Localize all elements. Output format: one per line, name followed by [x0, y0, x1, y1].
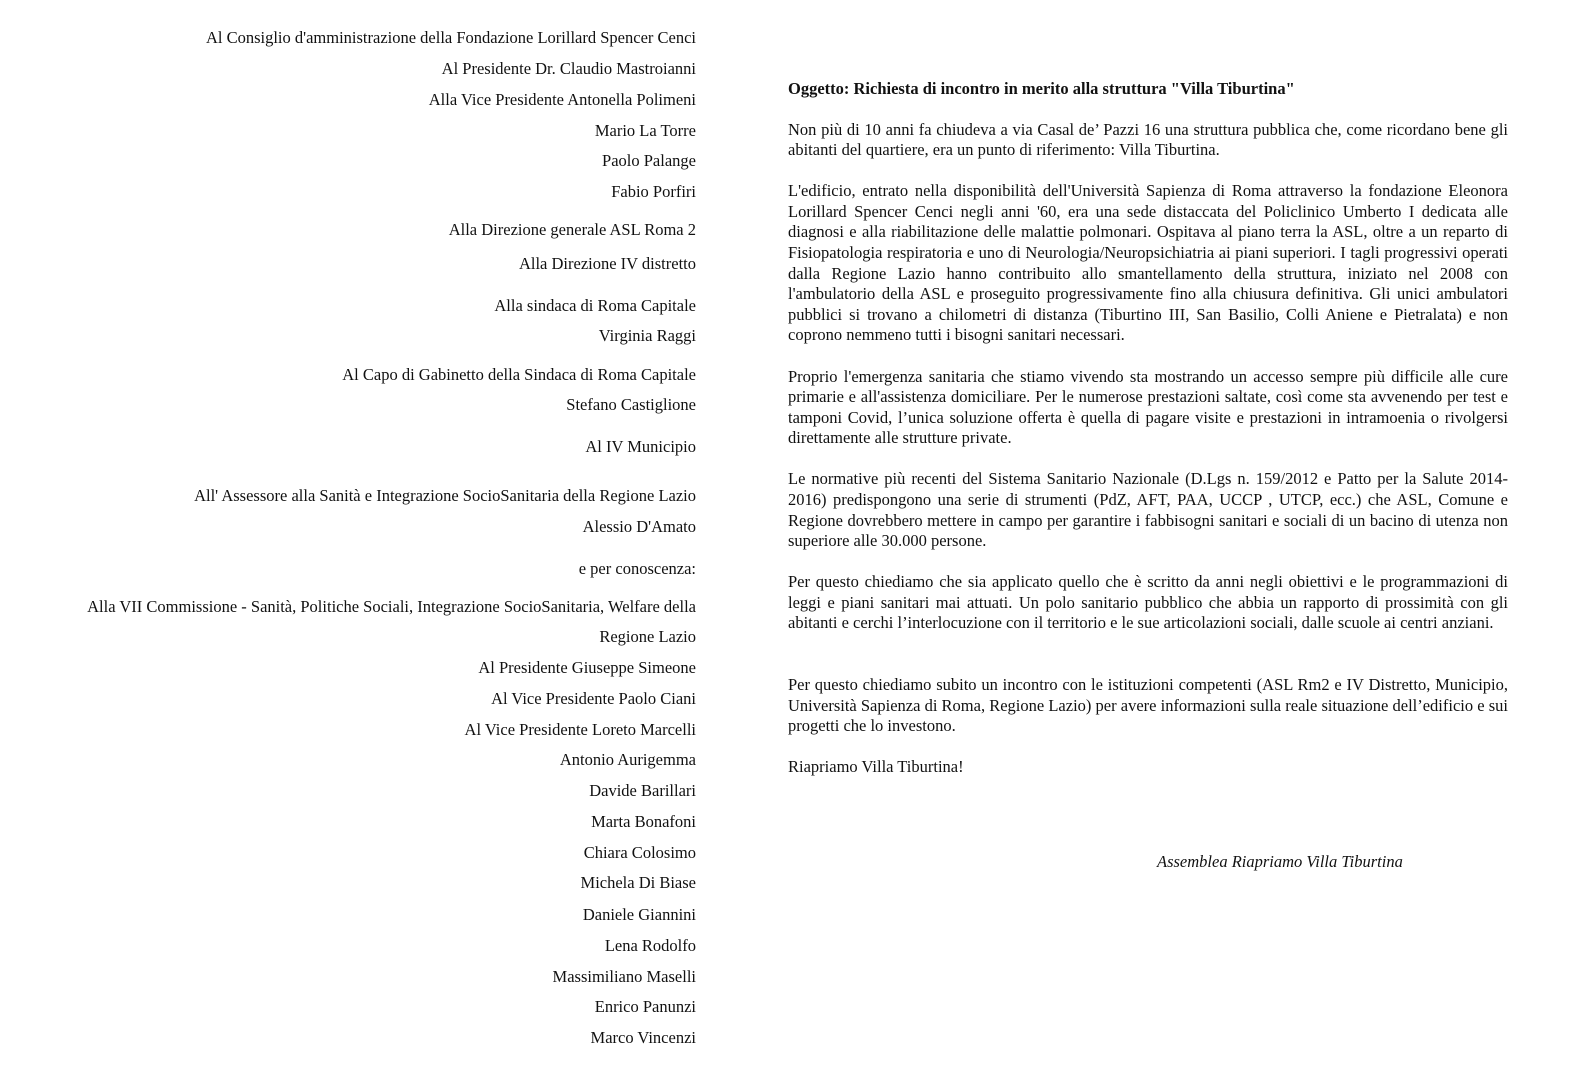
recipient-line: Al Presidente Giuseppe Simeone: [478, 658, 696, 677]
recipient-line: Enrico Panunzi: [594, 997, 696, 1016]
recipient-line: Alla Vice Presidente Antonella Polimeni: [428, 90, 696, 109]
letter-paragraph: Le normative più recenti del Sistema Sanitario Nazionale (D.Lgs n. 159/2012 e Patto per la Salute 2014-2016) predispongono una serie di strumenti (PdZ, AFT, PAA, UCCP , UTCP, ecc.) che ASL, Comune e Regione dovrebbero mettere in campo per garantire i fabbisogni sanitari e sociali di un bacino di utenza non superiore alle 30.000 persone.: [788, 469, 1508, 551]
cc-heading: e per conoscenza:: [578, 559, 696, 578]
recipient-line: Regione Lazio: [599, 627, 696, 646]
recipient-line: Marco Vincenzi: [590, 1028, 696, 1047]
recipient-line: Alla sindaca di Roma Capitale: [494, 296, 696, 315]
recipient-line: Alla Direzione generale ASL Roma 2: [448, 220, 696, 239]
recipient-line: Al Presidente Dr. Claudio Mastroianni: [441, 59, 696, 78]
recipient-line: Alessio D'Amato: [582, 517, 696, 536]
recipient-line: Mario La Torre: [594, 121, 696, 140]
recipient-line: Al Vice Presidente Loreto Marcelli: [464, 720, 696, 739]
recipient-line: Al Vice Presidente Paolo Ciani: [491, 689, 696, 708]
letter-paragraph: Per questo chiediamo che sia applicato quello che è scritto da anni negli obiettivi e le programmazioni di leggi e piani sanitari mai attuati. Un polo sanitario pubblico che abbia un rapporto di prossimità con gli abitanti e cerchi l’interlocuzione con il territorio e le sue articolazioni sociali, dalle scuole ai centri anziani.: [788, 572, 1508, 633]
recipient-line: Stefano Castiglione: [566, 395, 696, 414]
letter-signature: Assemblea Riapriamo Villa Tiburtina: [1157, 852, 1403, 871]
letter-paragraph: Non più di 10 anni fa chiudeva a via Casal de’ Pazzi 16 una struttura pubblica che, come ricordano bene gli abitanti del quartiere, era un punto di riferimento: Villa Tiburtina.: [788, 119, 1508, 160]
recipient-line: Al Capo di Gabinetto della Sindaca di Roma Capitale: [342, 365, 696, 384]
recipient-line: Alla VII Commissione - Sanità, Politiche Sociali, Integrazione SocioSanitaria, Welfare della: [87, 597, 696, 616]
recipient-line: Al IV Municipio: [585, 437, 696, 456]
recipient-line: Daniele Giannini: [582, 905, 696, 924]
recipient-line: Michela Di Biase: [580, 873, 696, 892]
recipient-line: Paolo Palange: [602, 151, 696, 170]
recipient-line: Lena Rodolfo: [604, 936, 696, 955]
recipient-line: Alla Direzione IV distretto: [518, 254, 696, 273]
letter-paragraph: Per questo chiediamo subito un incontro con le istituzioni competenti (ASL Rm2 e IV Distretto, Municipio, Università Sapienza di Roma, Regione Lazio) per avere informazioni sulla reale situazione dell’edificio e sui progetti che lo investono.: [788, 675, 1508, 736]
recipient-line: Davide Barillari: [589, 781, 696, 800]
letter-subject: Oggetto: Richiesta di incontro in merito alla struttura "Villa Tiburtina": [788, 79, 1295, 98]
recipient-line: Massimiliano Maselli: [552, 967, 696, 986]
recipient-line: All' Assessore alla Sanità e Integrazione SocioSanitaria della Regione Lazio: [194, 486, 696, 505]
recipient-line: Marta Bonafoni: [591, 812, 696, 831]
letter-paragraph: Proprio l'emergenza sanitaria che stiamo vivendo sta mostrando un accesso sempre più difficile alle cure primarie e all'assistenza domiciliare. Per le numerose prestazioni saltate, così come sta avvenendo per test e tamponi Covid, l’unica soluzione offerta è quella di pagare visite e prestazioni in intramoenia o rivolgersi direttamente alle strutture private.: [788, 366, 1508, 448]
recipient-line: Antonio Aurigemma: [559, 750, 696, 769]
recipient-line: Virginia Raggi: [598, 326, 696, 345]
recipient-line: Al Consiglio d'amministrazione della Fondazione Lorillard Spencer Cenci: [205, 28, 696, 47]
letter-body: [788, 79, 1508, 778]
letter-closing: Riapriamo Villa Tiburtina!: [788, 757, 964, 777]
recipient-line: Fabio Porfiri: [611, 182, 696, 201]
letter-paragraph: L'edificio, entrato nella disponibilità dell'Università Sapienza di Roma attraverso la fondazione Eleonora Lorillard Spencer Cenci negli anni '60, era una sede distaccata del Policlinico Umberto I dedicata alle diagnosi e alla riabilitazione delle malattie polmonari. Ospitava al piano terra la ASL, oltre a un reparto di Fisiopatologia respiratoria e uno di Neurologia/Neuropsichiatria ai piani superiori. I tagli progressivi operati dalla Regione Lazio hanno contribuito allo smantellamento della struttura, iniziato nel 2008 con l'ambulatorio della ASL e proseguito progressivamente fino alla chiusura definitiva. Gli unici ambulatori pubblici si trovano a chilometri di distanza (Tiburtino III, San Basilio, Colli Aniene e Pietralata) e non coprono nemmeno tutti i bisogni sanitari necessari.: [788, 181, 1508, 345]
recipient-line: Chiara Colosimo: [583, 843, 696, 862]
